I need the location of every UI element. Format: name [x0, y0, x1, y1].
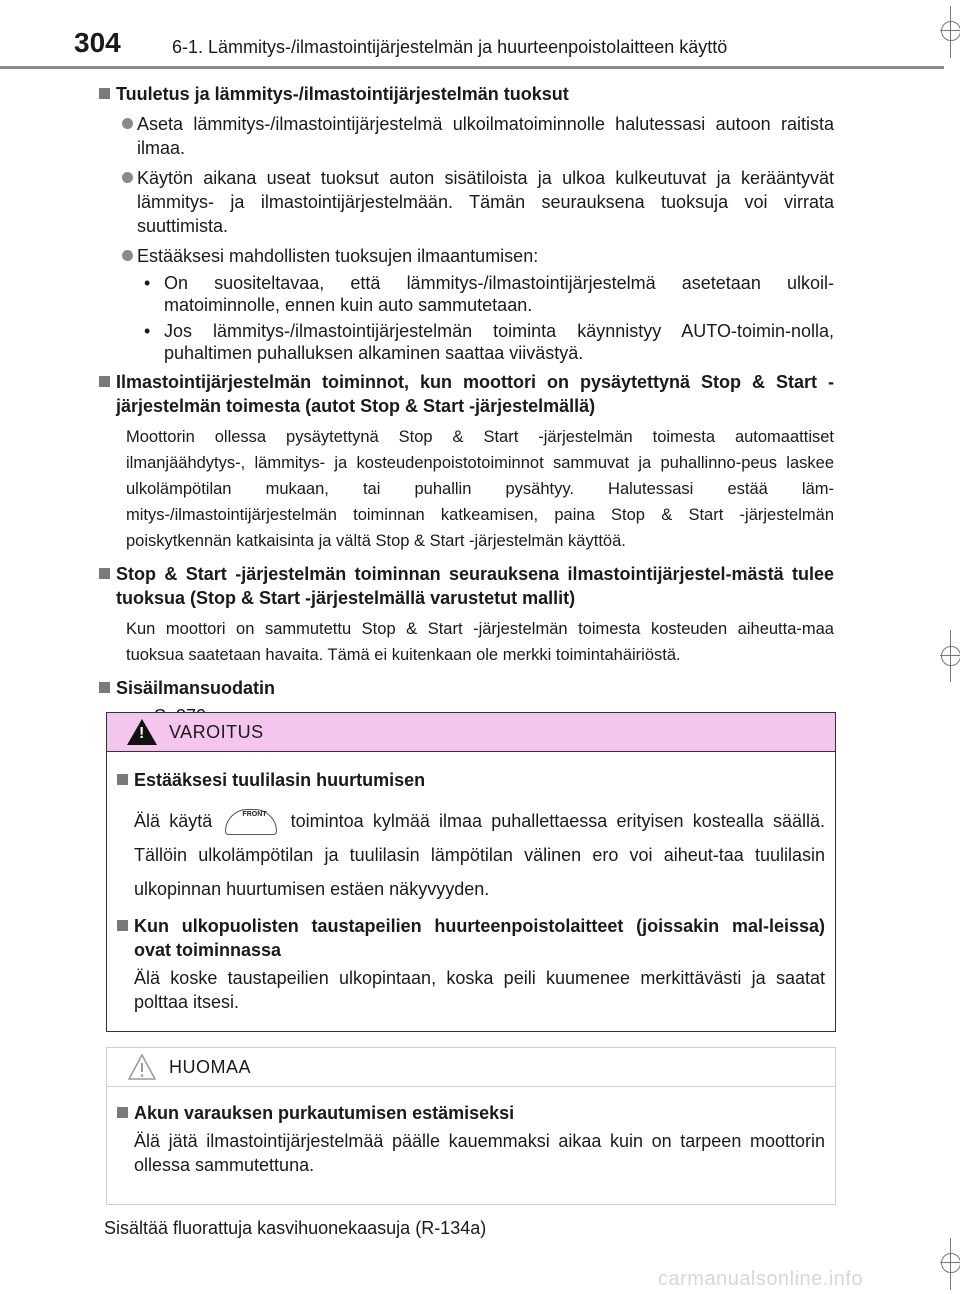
sub-list-item-text: On suositeltavaa, että lämmitys-/ilmastointijärjestelmä asetetaan ulkoil-matoiminnolle, ennen kuin auto sammutetaan. [164, 273, 834, 315]
warning-item-heading [117, 768, 825, 792]
section-title: Tuuletus ja lämmitys-/ilmastointijärjestelmän tuoksut [116, 84, 569, 104]
notice-title: HUOMAA [169, 1056, 252, 1077]
square-bullet-icon [99, 682, 110, 693]
crop-mark-circle [941, 21, 960, 41]
list-item-text: Käytön aikana useat tuoksut auton sisätiloista ja ulkoa kulkeutuvat ja kerääntyvät lämmitys- ja ilmastointijärjestelmään. Tämän seurauksena tuoksuja voi virrata suuttimista. [137, 168, 834, 236]
section-title: Stop & Start -järjestelmän toiminnan seurauksena ilmastointijärjestel-mästä tulee tuoksua (Stop & Start -järjestelmällä varustetut mallit) [116, 564, 834, 608]
square-bullet-icon [117, 920, 128, 931]
warning-header [107, 713, 835, 752]
round-bullet-icon [122, 250, 133, 261]
crop-mark-circle [941, 646, 960, 666]
sub-bullet: • [144, 273, 151, 293]
warning-item-heading [117, 914, 825, 962]
list-item-text: Aseta lämmitys-/ilmastointijärjestelmä ulkoilmatoiminnolle halutessasi autoon raitista ilmaa. [137, 114, 834, 158]
crop-mark-circle [941, 1253, 960, 1273]
square-bullet-icon [99, 568, 110, 579]
warning-triangle-icon: ! [127, 719, 157, 745]
section-text: Moottorin ollessa pysäytettynä Stop & Start -järjestelmän toimesta automaattiset ilmanjäähdytys-, lämmitys- ja kosteudenpoistotoiminnot sammuvat ja puhallinno-peus laskee ulkolämpötilan mukaan, tai puhallin pysähtyy. Halutessasi estää läm-mitys-/ilmastointijärjestelmän toiminnan katkeamisen, paina Stop & Start -järjestelmän poiskytkennän katkaisinta ja vältä Stop & Start -järjestelmän käyttöä. [126, 428, 834, 550]
section-heading [108, 82, 834, 106]
section-title: Ilmastointijärjestelmän toiminnot, kun moottori on pysäytettynä Stop & Start -järjestelmän toimesta (autot Stop & Start -järjestelmällä) [116, 372, 834, 416]
notice-box [106, 1047, 836, 1205]
notice-item-title: Akun varauksen purkautumisen estämiseksi [134, 1103, 515, 1123]
section-heading [108, 370, 834, 418]
warning-body [107, 752, 835, 1014]
header-rule [0, 66, 944, 69]
notice-body [107, 1087, 835, 1177]
caution-triangle-icon [127, 1053, 157, 1081]
list-item [128, 166, 834, 238]
watermark: carmanualsonline.info [658, 1268, 864, 1290]
notice-header [107, 1048, 835, 1087]
windshield-defroster-icon: FRONT [225, 809, 277, 835]
footer-note: Sisältää fluorattuja kasvihuonekaasuja (R-134a) [104, 1218, 487, 1238]
square-bullet-icon [117, 774, 128, 785]
warning-item-title: Estääksesi tuulilasin huurtumisen [134, 770, 426, 790]
round-bullet-icon [122, 118, 133, 129]
square-bullet-icon [117, 1107, 128, 1118]
section-text: Kun moottori on sammutettu Stop & Start -järjestelmän toimesta kosteuden aiheutta-maa tuoksua saatetaan havaita. Tämä ei kuitenkaan ole merkki toimintahäiriöstä. [126, 620, 834, 664]
section-heading [108, 562, 834, 610]
page-header [0, 0, 960, 70]
list-item [128, 112, 834, 160]
sub-bullet: • [144, 321, 151, 341]
notice-item-text: Älä jätä ilmastointijärjestelmää päälle kauemmaksi aikaa kuin on tarpeen moottorin ollessa sammutettuna. [134, 1131, 825, 1175]
main-content [108, 80, 834, 728]
sub-list-item-text: Jos lämmitys-/ilmastointijärjestelmän toiminta käynnistyy AUTO-toimin-nolla, puhaltimen puhalluksen alkaminen saattaa viivästyä. [164, 321, 834, 363]
warning-item-text: Älä koske taustapeilien ulkopintaan, koska peili kuumenee merkittävästi ja saatat polttaa itsesi. [134, 968, 825, 1012]
page-number: 304 [74, 27, 121, 58]
warning-box [106, 712, 836, 1032]
warning-title: VAROITUS [169, 721, 264, 742]
notice-item-heading [117, 1101, 825, 1125]
square-bullet-icon [99, 376, 110, 387]
warning-item-title: Kun ulkopuolisten taustapeilien huurteenpoistolaitteet (joissakin mal-leissa) ovat toiminnassa [134, 916, 825, 960]
list-item [128, 244, 834, 268]
warning-text-part: Älä käytä [134, 811, 213, 831]
sub-list-item [144, 320, 834, 364]
round-bullet-icon [122, 172, 133, 183]
section-heading [108, 676, 834, 700]
warning-item-text [134, 804, 825, 906]
warning-text-part: toimintoa kylmää ilmaa puhallettaessa erityisen kostealla säällä. Tällöin ulkolämpötilan ja tuulilasin lämpötilan välinen ero voi aiheut-taa tuulilasin ulkopinnan huurtumisen estäen näkyvyyden. [134, 811, 825, 899]
section-title: Sisäilmansuodatin [116, 678, 276, 698]
square-bullet-icon [99, 88, 110, 99]
chapter-title: 6-1. Lämmitys-/ilmastointijärjestelmän ja huurteenpoistolaitteen käyttö [172, 37, 728, 57]
sub-list-item [144, 272, 834, 316]
list-item-text: Estääksesi mahdollisten tuoksujen ilmaantumisen: [137, 246, 539, 266]
